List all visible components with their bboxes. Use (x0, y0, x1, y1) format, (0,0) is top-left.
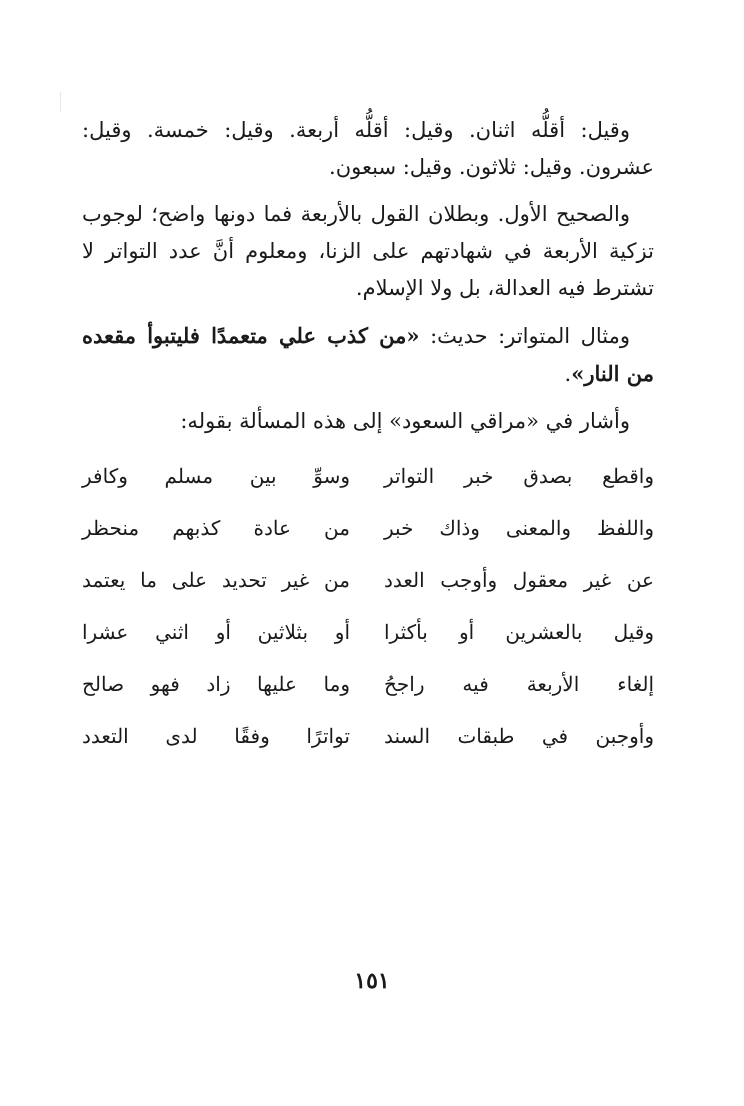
verse-line (82, 502, 654, 554)
verse-first-hemistich: واللفظ والمعنى وذاك خبر (384, 516, 654, 540)
paragraph-1: وقيل: أقلُّه اثنان. وقيل: أقلُّه أربعة. وقيل: خمسة. وقيل: عشرون. وقيل: ثلاثون. وقيل: سبعون. (82, 118, 654, 179)
verse-first-hemistich: عن غير معقول وأوجب العدد (384, 568, 654, 592)
page-body (82, 112, 654, 762)
margin-mark (60, 92, 61, 112)
verse-first-hemistich: وقيل بالعشرين أو بأكثرا (384, 620, 654, 644)
verse-second-hemistich: من عادة كذبهم منحظر (82, 516, 350, 540)
verse-second-hemistich: وما عليها زاد فهو صالح (82, 672, 350, 696)
verse-second-hemistich: أو بثلاثين أو اثني عشرا (82, 620, 350, 644)
verse-first-hemistich: واقطع بصدق خبر التواتر (384, 464, 654, 488)
verse-line (82, 606, 654, 658)
verse-second-hemistich: من غير تحديد على ما يعتمد (82, 568, 350, 592)
poem-intro: وأشار في «مراقي السعود» إلى هذه المسألة بقوله: (180, 409, 630, 433)
verse-second-hemistich: تواترًا وفقًا لدى التعدد (82, 724, 350, 748)
verse-first-hemistich: إلغاء الأربعة فيه راجحُ (384, 672, 654, 696)
verse-first-hemistich: وأوجبن في طبقات السند (384, 724, 654, 748)
paragraph-2: والصحيح الأول. وبطلان القول بالأربعة فما دونها واضح؛ لوجوب تزكية الأربعة في شهادتهم على الزنا، ومعلوم أنَّ عدد التواتر لا تشترط فيه العدالة، بل ولا الإسلام. (82, 202, 654, 300)
paragraph-3-lead: ومثال المتواتر: حديث: (419, 324, 631, 348)
hadith-quote: «من كذب علي متعمدًا فليتبوأ مقعده من النار» (82, 323, 654, 386)
verse-line (82, 450, 654, 502)
verse-line (82, 710, 654, 762)
verse-second-hemistich: وسوِّ بين مسلم وكافر (82, 464, 350, 488)
page-number: ١٥١ (354, 968, 390, 994)
paragraph-3-end: . (564, 362, 572, 386)
paragraph-3 (82, 317, 654, 393)
poem (82, 450, 654, 762)
verse-line (82, 554, 654, 606)
verse-line (82, 658, 654, 710)
